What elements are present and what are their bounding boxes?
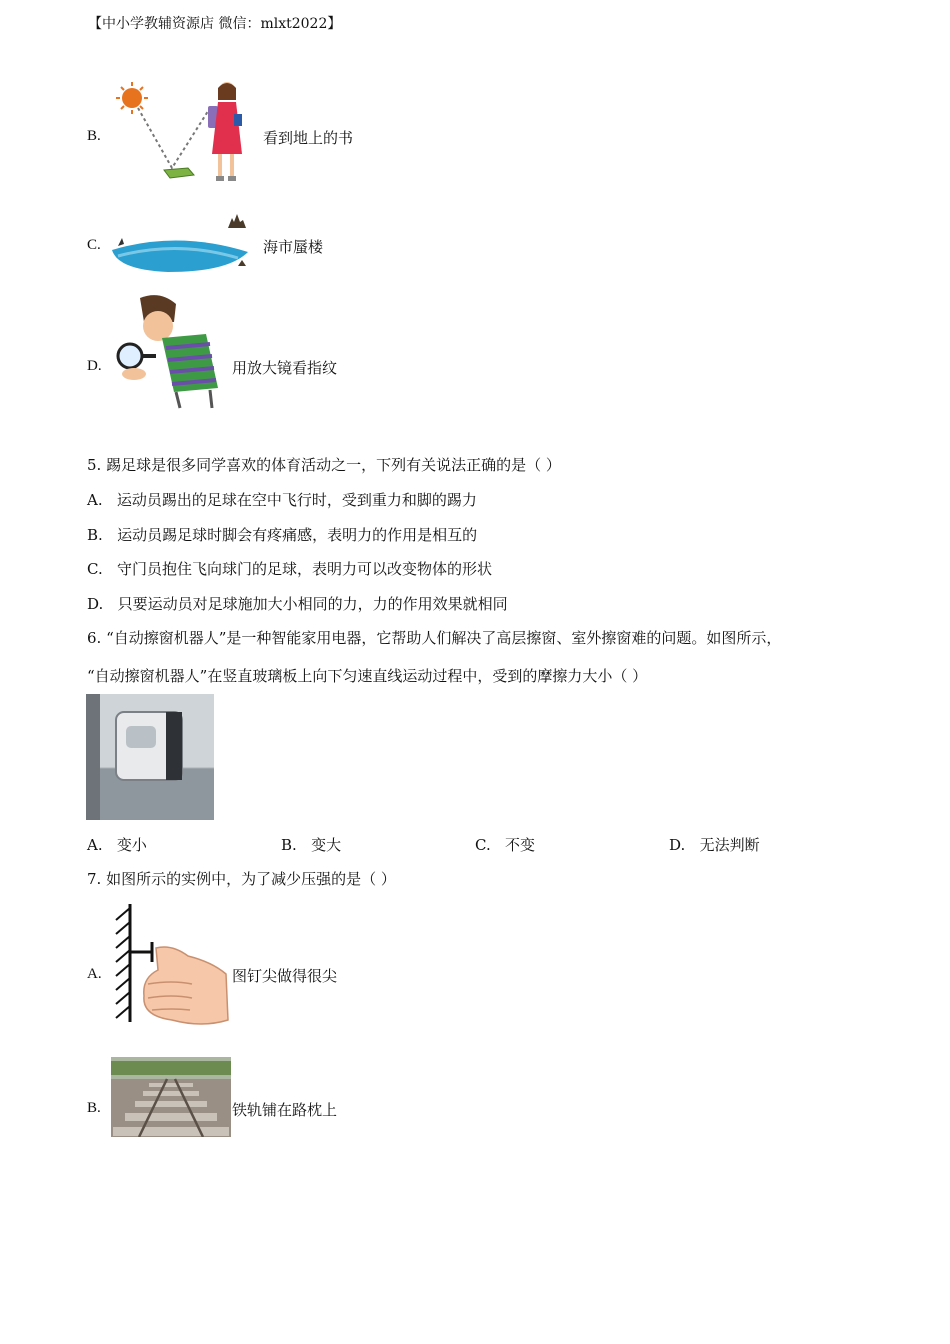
q4-option-d-image — [110, 292, 222, 410]
q5-option-b-letter: B. — [87, 526, 103, 544]
q5-option-b — [87, 524, 477, 545]
q7-option-b-image — [111, 1057, 231, 1137]
page-header: 【中小学教辅资源店 微信：mlxt2022】 — [88, 16, 342, 32]
girl-icon — [208, 82, 242, 181]
q5-option-d-letter: D. — [87, 595, 104, 613]
q4-option-c-letter: C. — [87, 237, 101, 253]
q6-option-b-letter: B. — [281, 836, 297, 854]
q7-option-a-letter: A. — [87, 966, 102, 982]
q6-option-d — [669, 834, 760, 855]
mirage-icon — [228, 214, 246, 228]
q4-option-c-caption: 海市蜃楼 — [263, 238, 324, 256]
q6-image — [86, 694, 214, 820]
q4-option-b-caption: 看到地上的书 — [263, 129, 354, 147]
q6-option-b — [281, 834, 341, 855]
q4-option-b-image — [110, 78, 250, 186]
q6-option-d-letter: D. — [669, 836, 686, 854]
robot-icon — [116, 712, 182, 780]
q5-option-c — [87, 558, 492, 579]
q5-option-d-text: 只要运动员对足球施加大小相同的力，力的作用效果就相同 — [117, 595, 508, 613]
boy-icon — [140, 295, 218, 408]
q7-option-a-image — [112, 900, 230, 1028]
q7-option-b-caption: 铁轨铺在路枕上 — [232, 1101, 338, 1119]
q6-option-a — [87, 834, 147, 855]
hand-icon — [144, 947, 228, 1024]
q5-option-a-letter: A. — [87, 491, 103, 509]
q6-stem-line2: “自动擦窗机器人”在竖直玻璃板上向下匀速直线运动过程中，受到的摩擦力大小（ ） — [87, 667, 648, 685]
q5-option-a — [87, 489, 477, 510]
q5-option-c-text: 守门员抱住飞向球门的足球，表明力可以改变物体的形状 — [117, 560, 493, 578]
q6-option-c — [475, 834, 535, 855]
q5-option-d — [87, 593, 508, 614]
q6-stem-line1: 6. “自动擦窗机器人”是一种智能家用电器，它帮助人们解决了高层擦窗、室外擦窗难的问题。如图所示， — [87, 629, 782, 647]
q6-option-a-text: 变小 — [116, 836, 147, 854]
q7-stem: 7. 如图所示的实例中，为了减少压强的是（ ） — [87, 870, 396, 888]
q5-option-c-letter: C. — [87, 560, 103, 578]
book-icon — [164, 168, 194, 178]
q6-option-d-text: 无法判断 — [699, 836, 760, 854]
q4-option-b-letter: B. — [87, 128, 101, 144]
q5-option-b-text: 运动员踢足球时脚会有疼痛感，表明力的作用是相互的 — [117, 526, 478, 544]
q4-option-d-caption: 用放大镜看指纹 — [232, 359, 338, 377]
q6-option-b-text: 变大 — [311, 836, 342, 854]
q6-option-c-letter: C. — [475, 836, 491, 854]
sun-icon — [116, 82, 148, 114]
q5-stem: 5. 踢足球是很多同学喜欢的体育活动之一，下列有关说法正确的是（ ） — [87, 456, 561, 474]
q4-option-d-letter: D. — [87, 358, 102, 374]
q4-option-c-image — [108, 210, 253, 275]
q7-option-a-caption: 图钉尖做得很尖 — [232, 967, 338, 985]
magnifier-icon — [118, 344, 156, 368]
q7-option-b-letter: B. — [87, 1100, 101, 1116]
q5-option-a-text: 运动员踢出的足球在空中飞行时，受到重力和脚的踢力 — [116, 491, 477, 509]
q6-option-a-letter: A. — [87, 836, 103, 854]
thumbtack-icon — [130, 942, 152, 962]
q6-option-c-text: 不变 — [505, 836, 536, 854]
